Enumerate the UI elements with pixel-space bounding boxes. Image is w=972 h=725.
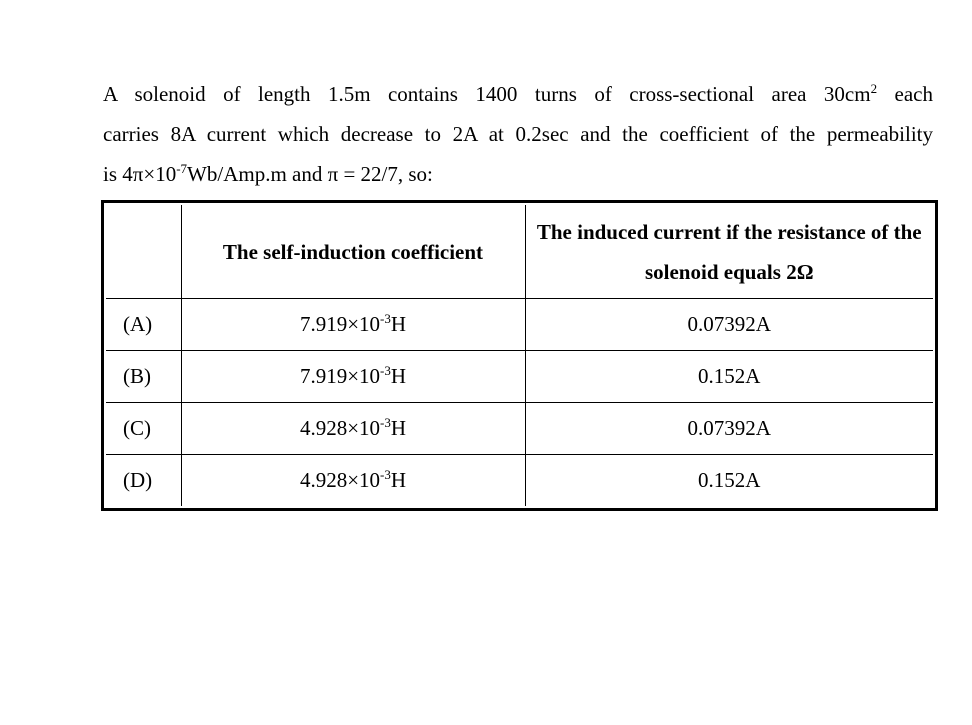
self-induction-value: $4.928\times 10^{-3}H$: [181, 403, 525, 455]
induced-current-value: 0.07392A: [525, 403, 933, 455]
induced-current-value: 0.152A: [525, 455, 933, 507]
option-label: (B): [106, 351, 181, 403]
option-label: (C): [106, 403, 181, 455]
induced-current-value: 0.07392A: [525, 299, 933, 351]
question-line-1: A solenoid of length 1.5m contains 1400 turns of cross-sectional area $30cm^2$ each: [103, 81, 933, 106]
header-blank: [106, 205, 181, 299]
question-line-3: is $4\pi\times 10^{-7}Wb/Amp.m$ and π = 22/7, so:: [103, 161, 433, 186]
table-row: [106, 351, 933, 403]
answer-table-frame: [101, 200, 938, 511]
question-text: [103, 74, 933, 194]
table-row: [106, 299, 933, 351]
table-row: [106, 455, 933, 507]
induced-current-value: 0.152A: [525, 351, 933, 403]
question-line-2: carries 8A current which decrease to 2A at 0.2sec and the coefficient of the permeability: [103, 122, 933, 146]
header-induced-current: The induced current if the resistance of the solenoid equals 2Ω: [525, 205, 933, 299]
header-self-induction: The self-induction coefficient: [181, 205, 525, 299]
option-label: (A): [106, 299, 181, 351]
self-induction-value: $4.928\times 10^{-3}H$: [181, 455, 525, 507]
option-label: (D): [106, 455, 181, 507]
answer-table: [106, 205, 933, 506]
superscript: 2: [870, 81, 878, 96]
table-header-row: [106, 205, 933, 299]
self-induction-value: $7.919\times 10^{-3}H$: [181, 299, 525, 351]
table-row: [106, 403, 933, 455]
superscript: -7: [176, 161, 188, 176]
self-induction-value: $7.919\times 10^{-3}H$: [181, 351, 525, 403]
